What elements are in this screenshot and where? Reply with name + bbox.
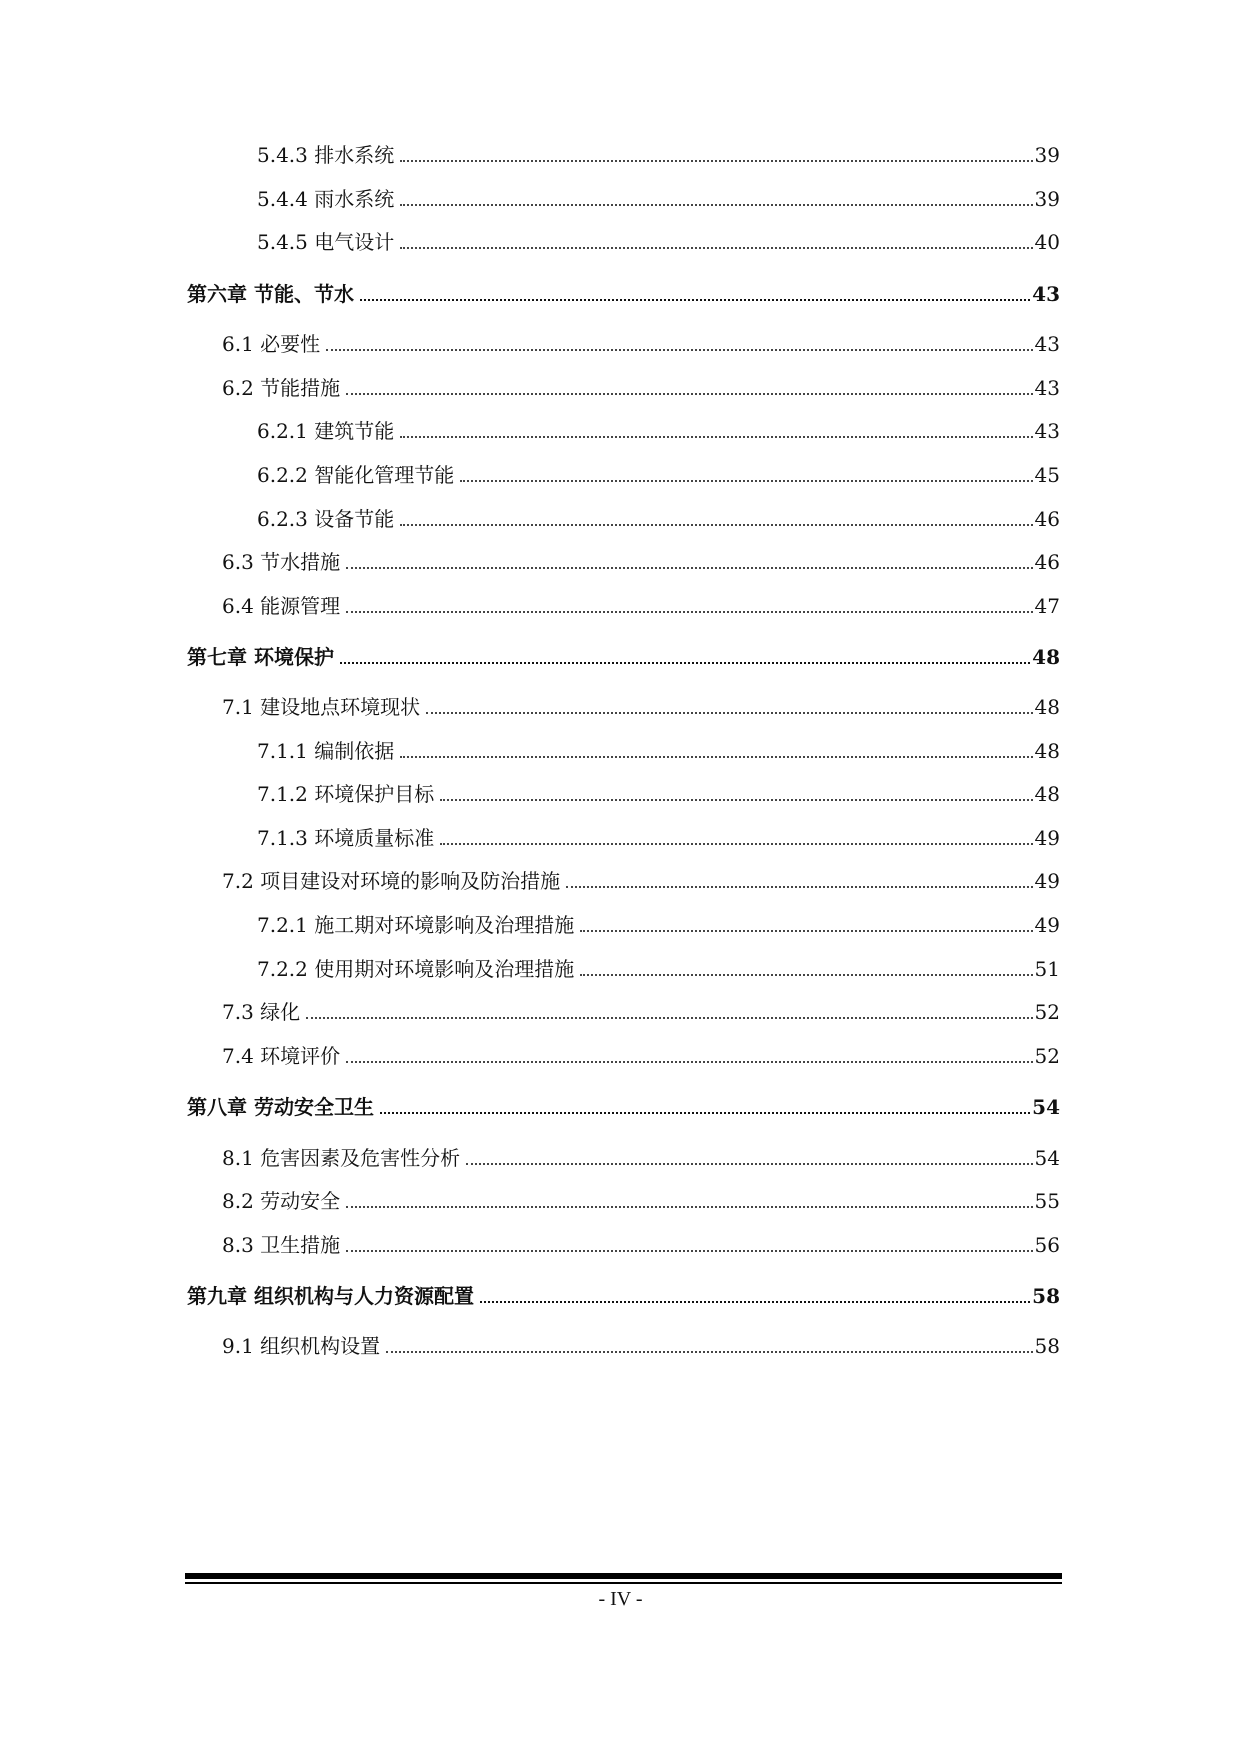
toc-dot-leader (346, 1206, 1032, 1208)
toc-page-number: 47 (1034, 594, 1060, 618)
toc-page-number: 58 (1034, 1334, 1060, 1358)
footer-rule-thin (185, 1582, 1062, 1584)
toc-entry[interactable] (222, 549, 1060, 575)
toc-entry[interactable] (222, 1188, 1060, 1214)
toc-dot-leader (306, 1017, 1032, 1019)
toc-entry[interactable] (222, 1043, 1060, 1069)
toc-page-number: 39 (1034, 187, 1060, 211)
toc-page-number: 55 (1034, 1189, 1060, 1213)
toc-page-number: 48 (1034, 782, 1060, 806)
toc-entry-label: 7.2.1 施工期对环境影响及治理措施 (257, 913, 575, 937)
toc-entry[interactable] (222, 331, 1060, 357)
toc-entry-label: 6.3 节水措施 (222, 550, 341, 574)
toc-entry-label: 6.1 必要性 (222, 332, 321, 356)
toc-page-number: 52 (1034, 1044, 1060, 1068)
toc-dot-leader (460, 480, 1032, 482)
toc-page-number: 48 (1032, 645, 1060, 669)
toc-page-number: 54 (1034, 1146, 1060, 1170)
toc-entry[interactable] (222, 999, 1060, 1025)
toc-page-number: 49 (1034, 913, 1060, 937)
toc-page-number: 58 (1032, 1284, 1060, 1308)
toc-entry[interactable] (222, 1333, 1060, 1359)
toc-page-number: 43 (1034, 376, 1060, 400)
toc-page-number: 52 (1034, 1000, 1060, 1024)
toc-dot-leader (400, 204, 1032, 206)
toc-entry-label: 7.2 项目建设对环境的影响及防治措施 (222, 869, 561, 893)
toc-chapter-entry[interactable] (187, 1094, 1060, 1120)
toc-dot-leader (386, 1351, 1032, 1353)
toc-page-number: 49 (1034, 826, 1060, 850)
toc-dot-leader (360, 299, 1030, 301)
toc-entry-label: 第七章 环境保护 (187, 645, 334, 669)
toc-entry-label: 8.3 卫生措施 (222, 1233, 341, 1257)
toc-entry[interactable] (257, 781, 1060, 807)
toc-dot-leader (400, 436, 1032, 438)
toc-entry-label: 5.4.4 雨水系统 (257, 187, 395, 211)
toc-entry-label: 8.2 劳动安全 (222, 1189, 341, 1213)
toc-entry-label: 6.2 节能措施 (222, 376, 341, 400)
toc-entry[interactable] (222, 868, 1060, 894)
toc-dot-leader (346, 393, 1032, 395)
toc-dot-leader (580, 974, 1032, 976)
toc-dot-leader (400, 524, 1032, 526)
toc-dot-leader (400, 160, 1032, 162)
toc-entry[interactable] (257, 956, 1060, 982)
footer-rule (185, 1573, 1062, 1579)
toc-entry[interactable] (257, 506, 1060, 532)
toc-entry-label: 6.2.1 建筑节能 (257, 419, 395, 443)
toc-page-number: 40 (1034, 230, 1060, 254)
toc-page-number: 48 (1034, 695, 1060, 719)
toc-page-number: 49 (1034, 869, 1060, 893)
toc-entry[interactable] (257, 142, 1060, 168)
toc-dot-leader (346, 1061, 1032, 1063)
toc-chapter-entry[interactable] (187, 644, 1060, 670)
toc-entry-label: 7.1.1 编制依据 (257, 739, 395, 763)
toc-dot-leader (440, 843, 1032, 845)
toc-page-number: 48 (1034, 739, 1060, 763)
toc-entry[interactable] (257, 912, 1060, 938)
toc-entry[interactable] (222, 593, 1060, 619)
toc-entry-label: 5.4.3 排水系统 (257, 143, 395, 167)
toc-entry-label: 7.2.2 使用期对环境影响及治理措施 (257, 957, 575, 981)
toc-page-number: 39 (1034, 143, 1060, 167)
toc-entry-label: 6.2.3 设备节能 (257, 507, 395, 531)
toc-dot-leader (326, 349, 1032, 351)
toc-dot-leader (346, 567, 1032, 569)
toc-entry-label: 5.4.5 电气设计 (257, 230, 395, 254)
toc-dot-leader (440, 799, 1032, 801)
toc-dot-leader (426, 712, 1032, 714)
toc-page-number: 46 (1034, 550, 1060, 574)
toc-page-number: 46 (1034, 507, 1060, 531)
toc-page-number: 43 (1032, 282, 1060, 306)
toc-entry-label: 7.1.2 环境保护目标 (257, 782, 435, 806)
toc-entry[interactable] (257, 825, 1060, 851)
toc-dot-leader (580, 930, 1032, 932)
toc-entry-label: 7.1 建设地点环境现状 (222, 695, 421, 719)
toc-entry-label: 6.4 能源管理 (222, 594, 341, 618)
toc-dot-leader (400, 247, 1032, 249)
toc-dot-leader (380, 1112, 1030, 1114)
toc-chapter-entry[interactable] (187, 281, 1060, 307)
toc-entry[interactable] (222, 1232, 1060, 1258)
toc-page-number: 56 (1034, 1233, 1060, 1257)
page-number: - IV - (598, 1588, 643, 1610)
toc-page-number: 43 (1034, 419, 1060, 443)
toc-entry[interactable] (257, 229, 1060, 255)
toc-entry-label: 8.1 危害因素及危害性分析 (222, 1146, 461, 1170)
toc-dot-leader (400, 756, 1032, 758)
toc-entry[interactable] (257, 462, 1060, 488)
toc-dot-leader (466, 1163, 1032, 1165)
toc-entry[interactable] (257, 738, 1060, 764)
toc-dot-leader (346, 611, 1032, 613)
toc-entry-label: 第八章 劳动安全卫生 (187, 1095, 374, 1119)
toc-entry-label: 9.1 组织机构设置 (222, 1334, 381, 1358)
toc-page-number: 51 (1034, 957, 1060, 981)
toc-entry-label: 7.4 环境评价 (222, 1044, 341, 1068)
toc-dot-leader (566, 886, 1032, 888)
toc-entry[interactable] (257, 418, 1060, 444)
toc-dot-leader (340, 662, 1030, 664)
toc-entry-label: 6.2.2 智能化管理节能 (257, 463, 455, 487)
toc-page-number: 43 (1034, 332, 1060, 356)
toc-entry-label: 7.3 绿化 (222, 1000, 301, 1024)
toc-entry[interactable] (222, 694, 1060, 720)
toc-dot-leader (480, 1301, 1030, 1303)
toc-chapter-entry[interactable] (187, 1283, 1060, 1309)
toc-entry[interactable] (222, 1145, 1060, 1171)
toc-page-number: 54 (1032, 1095, 1060, 1119)
toc-dot-leader (346, 1250, 1032, 1252)
toc-entry-label: 第六章 节能、节水 (187, 282, 354, 306)
toc-entry[interactable] (222, 375, 1060, 401)
toc-entry[interactable] (257, 186, 1060, 212)
toc-page-number: 45 (1034, 463, 1060, 487)
toc-entry-label: 第九章 组织机构与人力资源配置 (187, 1284, 474, 1308)
toc-entry-label: 7.1.3 环境质量标准 (257, 826, 435, 850)
